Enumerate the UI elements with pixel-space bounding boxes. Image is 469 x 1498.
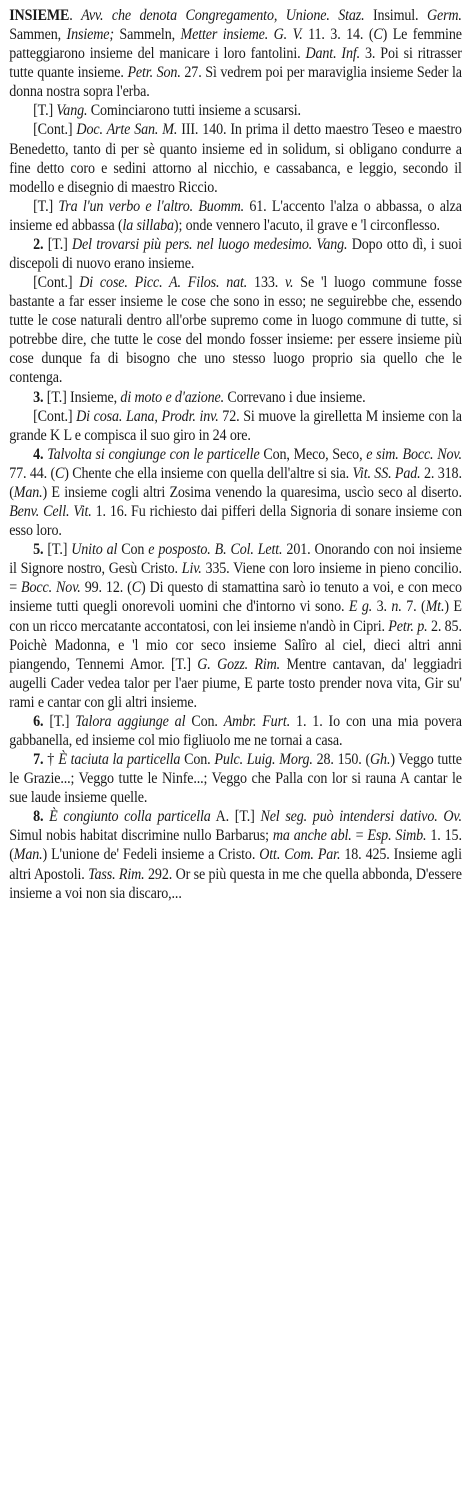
body-text: 7. ( bbox=[401, 598, 426, 616]
italic-text: Man. bbox=[13, 483, 43, 501]
body-text: ); onde vennero l'acuto, il grave e 'l circonflesso. bbox=[173, 216, 440, 234]
entry-sense-paragraph bbox=[9, 235, 462, 273]
body-text: 201. Onorando con noi insieme il Signore nostro, Gesù Cristo. bbox=[9, 541, 462, 578]
body-text: Mentre cantavan, da' leggiadri augelli Cader vedea talor per l'aer piume, E parte tosto prender nova vita, Gir su' rami e cantar con gli altri insieme. bbox=[9, 655, 462, 711]
body-text: 28. 150. ( bbox=[312, 751, 371, 769]
bold-text: INSIEME bbox=[9, 7, 70, 24]
italic-text: Esp. Simb. bbox=[367, 827, 427, 845]
italic-text: C bbox=[373, 26, 383, 44]
entry-sense-paragraph bbox=[9, 445, 462, 540]
body-text: Sammeln, bbox=[113, 26, 181, 44]
italic-text: Vang. bbox=[56, 102, 88, 120]
body-text: Con. bbox=[185, 712, 224, 730]
body-text: Con, Meco, Seco, bbox=[259, 445, 367, 463]
body-text: [T.] bbox=[33, 197, 59, 215]
body-text: [Cont.] bbox=[33, 407, 77, 425]
italic-text: v. bbox=[284, 274, 294, 292]
body-text: [Cont.] bbox=[33, 121, 77, 139]
body-text: 72. Si muove la girelletta M insieme con la grande K L e compisca il suo giro in 24 ore. bbox=[9, 407, 462, 444]
entry-sense-paragraph bbox=[9, 807, 462, 902]
body-text: ) Chente che ella insieme con quella dell'altre si sia. bbox=[64, 464, 353, 482]
body-text: 61. L'accento l'alza o abbassa, o alza insieme ed abbassa ( bbox=[9, 197, 462, 234]
italic-text: Talvolta si congiunge con le particelle bbox=[47, 445, 260, 463]
body-text: 1. 15. ( bbox=[9, 827, 462, 864]
italic-text: È taciuta la particella bbox=[58, 751, 181, 769]
body-text: 1. 1. Io con una mia povera gabbanella, ed insieme col mio figliuolo me ne tornai a casa. bbox=[9, 712, 462, 749]
italic-text: Germ. bbox=[426, 7, 462, 24]
italic-text: Gh. bbox=[370, 751, 391, 769]
body-text: Dopo otto dì, i suoi discepoli di nuovo erano insieme. bbox=[9, 235, 462, 273]
italic-text: Benv. Cell. Vit. bbox=[9, 503, 92, 521]
body-text: Correvano i due insieme. bbox=[224, 388, 366, 406]
body-text: [T.] Insieme, bbox=[46, 388, 121, 406]
entry-sense-paragraph bbox=[9, 388, 462, 407]
body-text: III. 140. In prima il detto maestro Teseo e maestro Benedetto, tanto di per sè quanto insieme ed in solidum, si obligano condurre a fine detto coro e sedini attorno al nicchio, e cassabanca, e leggio, secondo il modello e disegnio di maestro Riccio. bbox=[9, 121, 462, 196]
bold-text: 8. bbox=[33, 808, 50, 826]
italic-text: Insieme; bbox=[66, 26, 114, 44]
italic-text: Del trovarsi più pers. nel luogo medesimo. Vang. bbox=[71, 235, 348, 253]
body-text: 1. 16. Fu richiesto dai pifferi della Signoria di sonare insieme con esso loro. bbox=[9, 503, 462, 540]
italic-text: Avv. che denota Congregamento, Unione. Staz. bbox=[81, 7, 365, 24]
entry-sense-paragraph bbox=[9, 273, 462, 387]
italic-text: e posposto. B. Col. Lett. bbox=[148, 541, 283, 559]
body-text: ) L'unione de' Fedeli insieme a Cristo. bbox=[42, 846, 260, 864]
italic-text: Tass. Rim. bbox=[88, 865, 145, 883]
italic-text: Di cose. Picc. A. Filos. nat. bbox=[79, 274, 248, 292]
body-text: Con. bbox=[180, 751, 215, 769]
italic-text: Unito al bbox=[71, 541, 118, 559]
italic-text: Di cosa. Lana, Prodr. inv. bbox=[76, 407, 219, 425]
italic-text: C bbox=[131, 579, 141, 597]
body-text: [T.] bbox=[47, 235, 72, 253]
bold-text: 4. bbox=[33, 445, 48, 463]
italic-text: È congiunto colla particella bbox=[49, 808, 211, 826]
italic-text: Mt. bbox=[425, 598, 445, 616]
body-text: 133. bbox=[247, 274, 285, 292]
body-text: ) Di questo di stamattina sarò io tenuto a voi, e con meco insieme tutti quegli onorevoli uomini che d'intorno vi sono. bbox=[9, 579, 462, 616]
body-text: [Cont.] bbox=[33, 274, 80, 292]
body-text: Con bbox=[117, 541, 149, 559]
italic-text: Doc. Arte San. M. bbox=[76, 121, 178, 139]
body-text: Insimul. bbox=[364, 7, 427, 24]
body-text: Cominciarono tutti insieme a scusarsi. bbox=[87, 102, 301, 120]
entry-sense-paragraph bbox=[9, 750, 462, 807]
body-text: ) E con un ricco mercatante accontatosi, con lei insieme n'andò in Cipri. bbox=[9, 598, 462, 635]
italic-text: E g. bbox=[348, 598, 373, 616]
body-text: [T.] bbox=[49, 712, 76, 730]
body-text: A. [T.] bbox=[210, 808, 261, 826]
italic-text: Metter insieme. G. V. bbox=[180, 26, 303, 44]
body-text: [T.] bbox=[33, 102, 57, 120]
italic-text: Ott. Com. Par. bbox=[259, 846, 341, 864]
entry-sense-paragraph bbox=[9, 407, 462, 445]
body-text: 11. 3. 14. ( bbox=[302, 26, 374, 44]
bold-text: 7. bbox=[33, 751, 48, 769]
body-text: 2. 318. ( bbox=[9, 464, 462, 501]
body-text: . bbox=[69, 7, 82, 24]
bold-text: 5. bbox=[33, 541, 48, 559]
body-text: 77. 44. ( bbox=[9, 464, 56, 482]
body-text: 2. 85. Poichè Madonna, e 'l mio cor seco insieme Salîro al ciel, dieci altri anni piangendo, Tennemi Amor. [T.] bbox=[9, 617, 462, 673]
italic-text: Tra l'un verbo e l'altro. Buomm. bbox=[58, 197, 245, 215]
body-text: 27. Sì vedrem poi per maraviglia insieme Seder la donna nostra sopra l'erba. bbox=[9, 64, 462, 101]
body-text: 18. 425. Insieme agli altri Apostoli. bbox=[9, 846, 462, 883]
body-text: Se 'l luogo commune fosse bastante a far esser insieme le cose che sono in esso; ne seguirebbe che, essendo tutte le cose naturali dentro all'orbe supremo come in luogo commune di tutte, si potrebbe dire, che tutte le cose del mondo fosser insieme: per essere insieme più cose dunque fa di bisogno che uno stesso luogo proprio sia quello che le contenga. bbox=[9, 274, 462, 387]
body-text: 99. 12. ( bbox=[80, 579, 132, 597]
italic-text: Dant. Inf. bbox=[305, 45, 361, 63]
body-text: Simul nobis habitat discrimine nullo Barbarus; bbox=[9, 827, 273, 845]
italic-text: C bbox=[55, 464, 65, 482]
body-text: † bbox=[47, 751, 59, 769]
entry-sense-paragraph bbox=[9, 540, 462, 712]
bold-text: 2. bbox=[33, 235, 48, 253]
italic-text: Ambr. Furt. bbox=[223, 712, 291, 730]
entry-sense-paragraph bbox=[9, 120, 462, 196]
body-text: ) Le femmine patteggiarono insieme del manicare i loro fantolini. bbox=[9, 26, 462, 63]
italic-text: G. Gozz. Rim. bbox=[197, 655, 281, 673]
body-text: 335. Viene con loro insieme in pieno concilio. = bbox=[9, 560, 462, 597]
entry-headword-paragraph bbox=[9, 6, 462, 101]
italic-text: Vit. SS. Pad. bbox=[352, 464, 421, 482]
entry-sense-paragraph bbox=[9, 712, 462, 750]
italic-text: di moto e d'azione. bbox=[120, 388, 225, 406]
bold-text: 3. bbox=[33, 388, 47, 406]
entry-sense-paragraph bbox=[9, 197, 462, 235]
body-text: 292. Or se più questa in me che quella abbonda, D'essere insieme a voi non sia discaro,... bbox=[9, 865, 462, 902]
italic-text: n. bbox=[391, 598, 402, 616]
italic-text: Man. bbox=[13, 846, 43, 864]
italic-text: Pulc. Luig. Morg. bbox=[214, 751, 313, 769]
entry-sense-paragraph bbox=[9, 101, 462, 120]
body-text: [T.] bbox=[47, 541, 72, 559]
bold-text: 6. bbox=[33, 712, 50, 730]
italic-text: Liv. bbox=[181, 560, 202, 578]
italic-text: ma anche abl. bbox=[272, 827, 352, 845]
body-text: ) Veggo tutte le Grazie...; Veggo tutte le Ninfe...; Veggo che Palla con lor si rauna A cantar le sue laude insieme quelle. bbox=[9, 751, 462, 807]
italic-text: e sim. Bocc. Nov. bbox=[366, 445, 462, 463]
italic-text: Bocc. Nov. bbox=[21, 579, 81, 597]
body-text: 3. Poi si ritrasser tutte quante insieme. bbox=[9, 45, 462, 82]
body-text: ) E insieme cogli altri Zosima venendo la quaresima, uscìo seco al diserto. bbox=[42, 483, 462, 501]
body-text: = bbox=[351, 827, 368, 845]
italic-text: Nel seg. può intendersi dativo. Ov. bbox=[260, 808, 462, 826]
italic-text: Petr. p. bbox=[388, 617, 428, 635]
italic-text: la sillaba bbox=[122, 216, 174, 234]
italic-text: Petr. Son. bbox=[127, 64, 181, 82]
body-text: 3. bbox=[372, 598, 392, 616]
body-text: Sammen, bbox=[9, 26, 67, 44]
italic-text: Talora aggiunge al bbox=[75, 712, 186, 730]
